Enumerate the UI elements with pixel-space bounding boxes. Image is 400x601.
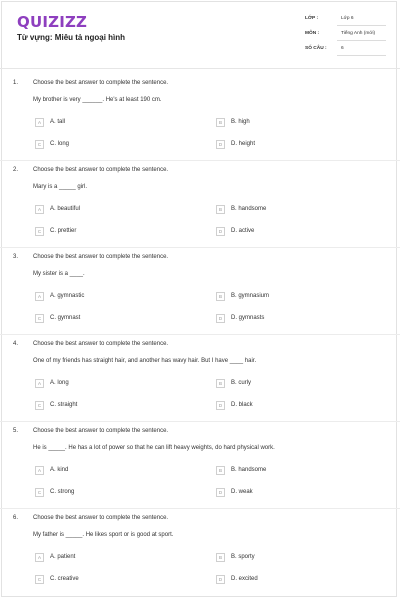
option-letter-box: A [35, 292, 44, 301]
option-text: D. excited [231, 576, 258, 582]
option-text: C. prettier [50, 228, 77, 234]
option-text: D. height [231, 141, 256, 147]
option-text: A. gymnastic [50, 293, 85, 299]
quizizz-logo: QUIZIZZ [17, 13, 88, 31]
question-item [0, 428, 400, 514]
worksheet-title: Từ vựng: Miêu tả ngoại hình [17, 33, 126, 42]
question-item [0, 515, 400, 601]
option-letter-box: C [35, 488, 44, 497]
option-letter-box: A [35, 553, 44, 562]
meta-row-count [301, 42, 386, 56]
question-divider [0, 508, 400, 509]
option-text: B. handsome [231, 206, 267, 212]
question-number: 3. [13, 254, 19, 260]
question-number: 1. [13, 80, 19, 86]
option-text: B. high [231, 119, 250, 125]
option-text: A. kind [50, 467, 69, 473]
question-number: 4. [13, 341, 19, 347]
question-number: 5. [13, 428, 19, 434]
question-stem: My father is _____. He likes sport or is good at sport. [33, 532, 174, 538]
question-stem: He is _____. He has a lot of power so that he can lift heavy weights, do hard physical work. [33, 445, 275, 451]
meta-row-class [301, 12, 386, 26]
option-text: D. black [231, 402, 253, 408]
option-letter-box: D [216, 314, 225, 323]
question-instruction: Choose the best answer to complete the sentence. [33, 254, 169, 260]
meta-box [301, 10, 386, 56]
option-text: C. creative [50, 576, 79, 582]
question-item [0, 80, 400, 166]
question-instruction: Choose the best answer to complete the sentence. [33, 515, 169, 521]
option-text: B. curly [231, 380, 252, 386]
meta-row-subject [301, 27, 386, 41]
option-text: D. weak [231, 489, 253, 495]
question-stem: One of my friends has straight hair, and another has wavy hair. But I have ____ hair. [33, 358, 257, 364]
meta-underline [337, 55, 386, 56]
meta-label: MÔN : [305, 31, 320, 36]
meta-value: Tiếng Anh (mới) [341, 31, 376, 36]
option-letter-box: B [216, 553, 225, 562]
option-letter-box: C [35, 314, 44, 323]
option-text: B. handsome [231, 467, 267, 473]
question-item [0, 341, 400, 427]
option-letter-box: D [216, 575, 225, 584]
question-stem: My sister is a ____. [33, 271, 85, 277]
option-letter-box: C [35, 140, 44, 149]
option-letter-box: B [216, 292, 225, 301]
option-letter-box: D [216, 401, 225, 410]
question-instruction: Choose the best answer to complete the sentence. [33, 80, 169, 86]
option-letter-box: B [216, 379, 225, 388]
option-letter-box: D [216, 488, 225, 497]
option-text: C. long [50, 141, 70, 147]
question-instruction: Choose the best answer to complete the sentence. [33, 428, 169, 434]
meta-value: Lớp 6 [341, 16, 354, 21]
option-text: A. beautiful [50, 206, 81, 212]
option-letter-box: B [216, 205, 225, 214]
meta-underline [337, 40, 386, 41]
question-divider [0, 160, 400, 161]
option-text: D. gymnasts [231, 315, 265, 321]
question-divider [0, 247, 400, 248]
meta-underline [337, 25, 386, 26]
question-stem: My brother is very ______. He's at least 190 cm. [33, 97, 162, 103]
meta-label: LỚP : [305, 16, 319, 21]
option-letter-box: A [35, 466, 44, 475]
meta-label: SỐ CÂU : [305, 46, 327, 51]
option-text: C. straight [50, 402, 78, 408]
header-divider [0, 68, 400, 69]
option-letter-box: D [216, 227, 225, 236]
question-stem: Mary is a _____ girl. [33, 184, 88, 190]
option-letter-box: B [216, 466, 225, 475]
question-divider [0, 421, 400, 422]
question-number: 2. [13, 167, 19, 173]
option-text: C. gymnast [50, 315, 81, 321]
question-number: 6. [13, 515, 19, 521]
worksheet-header [0, 0, 400, 68]
option-text: B. sporty [231, 554, 255, 560]
question-instruction: Choose the best answer to complete the sentence. [33, 167, 169, 173]
option-text: A. patient [50, 554, 76, 560]
question-item [0, 254, 400, 340]
option-text: C. strong [50, 489, 75, 495]
question-instruction: Choose the best answer to complete the sentence. [33, 341, 169, 347]
option-letter-box: A [35, 205, 44, 214]
meta-value: 6 [341, 46, 344, 51]
option-letter-box: B [216, 118, 225, 127]
option-letter-box: D [216, 140, 225, 149]
option-letter-box: A [35, 379, 44, 388]
option-text: A. long [50, 380, 69, 386]
option-letter-box: C [35, 575, 44, 584]
question-item [0, 167, 400, 253]
option-text: A. tall [50, 119, 66, 125]
option-letter-box: C [35, 401, 44, 410]
option-text: D. active [231, 228, 255, 234]
option-letter-box: A [35, 118, 44, 127]
question-divider [0, 334, 400, 335]
option-text: B. gymnasium [231, 293, 270, 299]
option-letter-box: C [35, 227, 44, 236]
